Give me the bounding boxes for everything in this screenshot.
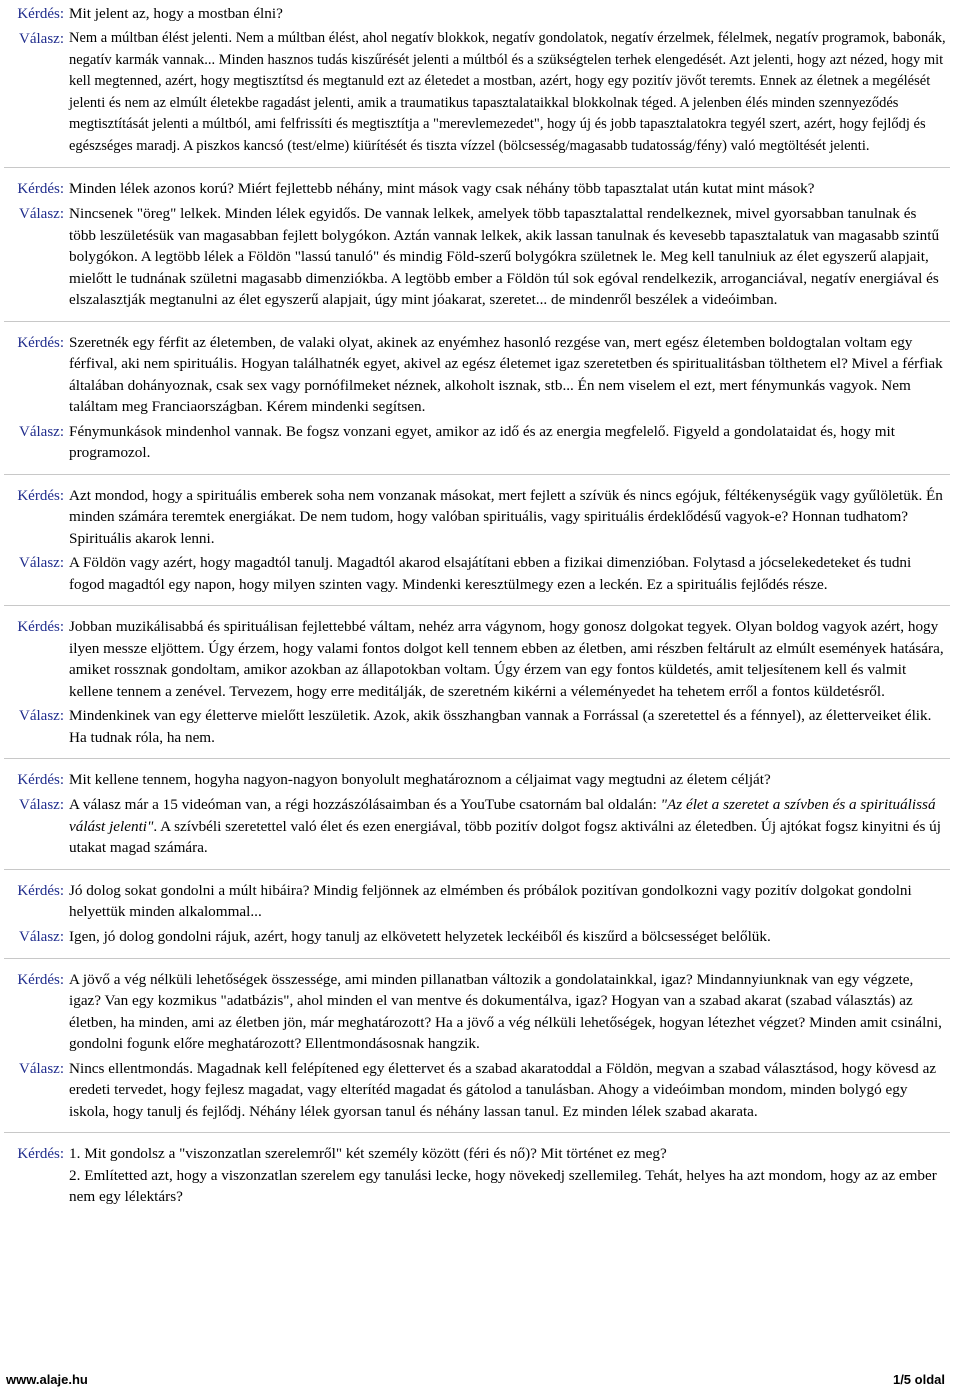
qa-entry xyxy=(0,0,960,157)
question-text: Azt mondod, hogy a spirituális emberek soha nem vonzanak másokat, mert fejlett a szívük és nincs egójuk, féltékenységük vagy gyűlöletük. Én minden számára teremtek energiákat. De nem tudom, hogy valóban spirituális, vagy spirituális érdeklődésű vagyok-e? Honnan tudhatom? Spirituális akarok lenni. xyxy=(69,486,943,547)
answer-label: Válasz: xyxy=(19,928,64,945)
divider xyxy=(4,1132,950,1133)
question-row xyxy=(0,616,960,702)
answer-label: Válasz: xyxy=(19,555,64,571)
question-text: Mit kellene tennem, hogyha nagyon-nagyon bonyolult meghatároznom a céljaimat vagy megtudni az életem célját? xyxy=(69,771,771,788)
divider xyxy=(4,958,950,959)
divider xyxy=(4,321,950,322)
question-text: Jó dolog sokat gondolni a múlt hibáira? Mindig feljönnek az elmémben és próbálok pozitívan gondolkozni vagy pozitív dolgokat gondolni helyettük minden alkalommal... xyxy=(69,881,912,920)
answer-text: Igen, jó dolog gondolni rájuk, azért, hogy tanulj az elkövetett helyzetek leckéiből és kiszűrd a bölcsességet belőlük. xyxy=(69,927,771,945)
qa-entry xyxy=(0,880,960,948)
question-label: Kérdés: xyxy=(17,1146,64,1162)
question-label: Kérdés: xyxy=(17,971,64,988)
answer-row xyxy=(0,926,960,948)
question-text: Mit jelent az, hogy a mostban élni? xyxy=(69,5,283,22)
question-row xyxy=(0,485,960,550)
answer-row xyxy=(0,421,960,464)
answer-label: Válasz: xyxy=(19,31,64,47)
question-label: Kérdés: xyxy=(17,882,64,899)
qa-entry xyxy=(0,178,960,311)
answer-row xyxy=(0,794,960,859)
qa-entry xyxy=(0,332,960,464)
question-label: Kérdés: xyxy=(17,619,64,635)
answer-text: A válasz már a 15 videóman van, a régi hozzászólásaimban és a YouTube csatornám bal oldalán: "Az élet a szeretet a szívben és a spirituálissá válást jelenti". A szívbéli szeretettel való élet és ezen energiával, több pozitív dolgot fogsz aktiválni az életedben. Új ajtókat fogsz kinyitni és új utakat magad számára. xyxy=(69,796,941,856)
question-row xyxy=(0,3,960,25)
qa-entry xyxy=(0,616,960,748)
answer-text: Nincsenek "öreg" lelkek. Minden lélek egyidős. De vannak lelkek, amelyek több tapasztalattal rendelkeznek, mivel gyorsabban tanulnak és több leszületésük van magasabban fejlett bolygókon. Aztán vannak lelkek, akik lassan tanulnak és kevesebb tapasztalatuk van magasabb szintű bolygókon. A legtöbb lélek a Földön "lassú tanuló" és mindig Föld-szerű bolygókra születnek le. Meg kell tanulniuk az élet egyszerű alapjait, mielőtt le tudnának születni magasabb dimenziókba. A legtöbb ember a Földön túl sok egóval rendelkezik, arroganciával, negatív energiával és elszalasztják megtanulni az élet egyszerű alapjait, úgy mint jóakarat, szeretet... de mindenről beszélek a videóimban. xyxy=(69,205,940,308)
divider xyxy=(4,869,950,870)
divider xyxy=(4,474,950,475)
question-text: 1. Mit gondolsz a "viszonzatlan szerelemről" két személy között (féri és nő)? Mit történet ez meg? 2. Említetted azt, hogy a viszonzatlan szerelem egy tanulási lecke, hogy növekedj szellemileg. Tehát, helyes ha azt mondom, hogy az az ember nem egy lélektárs? xyxy=(69,1145,937,1205)
divider xyxy=(4,758,950,759)
qa-entry xyxy=(0,969,960,1123)
question-row xyxy=(0,969,960,1055)
answer-text: Nincs ellentmondás. Magadnak kell felépítened egy élettervet és a szabad akaratoddal a Földön, megvan a szabad választásod, hogy kövesd az eredeti tervedet, hogy fejlesz magadat, vagy elterítéd magadat és gátolod a tanulásban. Ahogy a videóimban mondom, minden bolygó egy iskola, hogy tanulj és fejlődj. Néhány lélek gyorsan tanul és néhány lassan tanul. Ez minden lélek szabad akarata. xyxy=(69,1059,937,1120)
answer-text: Nem a múltban élést jelenti. Nem a múltban élést, ahol negatív blokkok, negatív gondolatok, negatív érzelmek, félelmek, negatív programok, babonák, negatív karmák vannak... Minden hasznos tudás kiszűrését jelenti a múltból és a szükségtelen terhek elengedését. Azt jelenti, hogy azt nézed, hogy mit kell megtenned, azért, hogy megtisztítsd és megtanuld ezt az életedet a mostban, azért, hogy egy pozitív jövőt teremts. Ennek az életnek a megélését jelenti és nem az elmúlt életekbe ragadást jelenti, amik a traumatikus tapasztalataikkal blokkolnak téged. A jelenben élés minden szennyeződés megtisztítását jelenti a múltból, ami felfrissíti és megtisztítja a "merevlemezedet", hogy új és jobb tapasztalatokra tegyél szert, azért, hogy fejlődj és egészséges maradj. A piszkos kancsó (test/elme) kiürítését és tiszta vízzel (bölcsesség/magasabb tudatosság/fény) való megtöltését jelenti. xyxy=(69,30,946,154)
qa-entry xyxy=(0,769,960,859)
page-footer xyxy=(0,1370,960,1390)
question-label: Kérdés: xyxy=(17,6,64,22)
question-row xyxy=(0,1143,960,1208)
answer-row xyxy=(0,552,960,595)
question-label: Kérdés: xyxy=(17,334,64,351)
question-row xyxy=(0,178,960,200)
answer-label: Válasz: xyxy=(19,206,64,222)
answer-text: A Földön vagy azért, hogy magadtól tanulj. Magadtól akarod elsajátítani ebben a fizikai dimenzióban. Folytasd a jócselekedeteket és tudni fogod magadtól egy napon, hogy milyen szinten vagy. Mindenki keresztülmegy ezen a leckén. Ez a spirituális fejlődés része. xyxy=(69,554,912,593)
qa-entry xyxy=(0,1143,960,1208)
divider xyxy=(4,605,950,606)
answer-label: Válasz: xyxy=(19,708,64,724)
answer-label: Válasz: xyxy=(19,1060,64,1077)
answer-label: Válasz: xyxy=(19,797,64,813)
answer-label: Válasz: xyxy=(19,423,64,440)
answer-text: Fénymunkások mindenhol vannak. Be fogsz vonzani egyet, amikor az idő és az energia megfelelő. Figyeld a gondolataidat és, hogy mit programozol. xyxy=(69,422,895,461)
quoted-motto: "Az élet a szeretet a szívben és a spirituálissá válást jelenti" xyxy=(69,796,936,835)
question-text: Jobban muzikálisabbá és spirituálisan fejlettebbé váltam, nehéz arra vágynom, hogy gonosz dolgokat tegyek. Olyan boldog vagyok azért, hogy ilyen messze eljöttem. Úgy érzem, hogy valami fontos dolgot kell tennem ebben az életben, ami részben feltárult az elmúlt események hatására, amiket rossznak gondoltam, amikor azokban az állapotokban voltam. Úgy érzem van egy fontos küldetés, amit teljesítenem kell és valmit kellene tennem a zenével. Tervezem, hogy erre meditálják, de szeretném kikérni a véleményedet ha tehetem erről a fontos küldetésről. xyxy=(69,618,944,700)
question-row xyxy=(0,769,960,791)
answer-row xyxy=(0,28,960,157)
question-row xyxy=(0,332,960,418)
question-label: Kérdés: xyxy=(17,487,64,504)
answer-row xyxy=(0,705,960,748)
footer-page-number: 1/5 oldal xyxy=(892,1372,945,1387)
question-text: Minden lélek azonos korú? Miért fejlettebb néhány, mint mások vagy csak néhány több tapasztalat után kutat mint mások? xyxy=(69,180,815,197)
answer-row xyxy=(0,1058,960,1123)
question-text: Szeretnék egy férfit az életemben, de valaki olyat, akinek az enyémhez hasonló rezgése van, mert egész életemben boldogtalan voltam egy férfival, aki nem spirituális. Hogyan találhatnék egyet, akivel az egész életemet igaz szeretetben és spiritualitásban tölthetem el? Mivel a férfiak általában dohányoznak, csak sex vagy pornófilmeket néznek, alkoholt isznak, stb... Én nem viselem el ezt, mert fénymunkás vagyok. Nem találtam meg Franciaországban. Kérem mindenki segítsen. xyxy=(69,333,943,415)
question-text: A jövő a vég nélküli lehetőségek összessége, ami minden pillanatban változik a gondolatainkkal, igaz? Mindannyiunknak van egy végzete, igaz? Van egy kozmikus "adatbázis", ahol minden el van mentve és dokumentálva, igaz? Hogyan van a szabad akarat (szabad választás) az életben, ha minden, ami az életben jön, már meghatározott? Ha a jövő a vég nélküli lehetőségek, hogyan létezhet végzet? Minden amit csinálni, gondolni fogunk előre meghatározott? Ellentmondásosnak hangzik. xyxy=(69,970,942,1052)
answer-text: Mindenkinek van egy életterve mielőtt leszületik. Azok, akik összhangban vannak a Forrással (a szeretettel és a fénnyel), az életterveiket élik. Ha tudnak róla, ha nem. xyxy=(69,707,932,746)
footer-site-link[interactable]: www.alaje.hu xyxy=(6,1372,88,1387)
question-label: Kérdés: xyxy=(17,181,64,197)
question-label: Kérdés: xyxy=(17,772,64,788)
answer-row xyxy=(0,203,960,311)
qa-entry xyxy=(0,485,960,596)
divider xyxy=(4,167,950,168)
question-row xyxy=(0,880,960,923)
